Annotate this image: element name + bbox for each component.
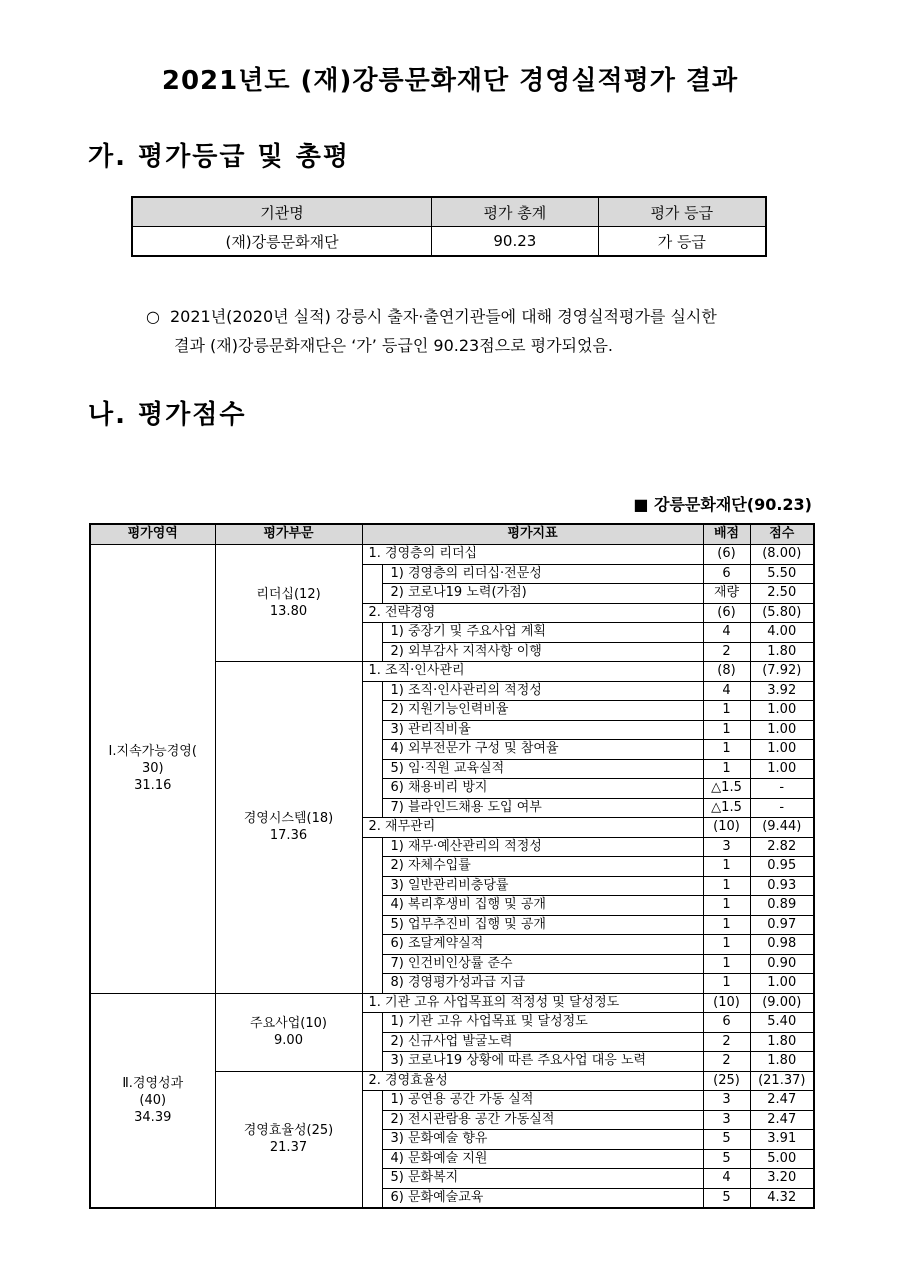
indent-cell	[362, 974, 382, 994]
area-cell	[90, 993, 215, 1208]
indent-cell	[362, 720, 382, 740]
indent-cell	[362, 896, 382, 916]
indent-cell	[362, 1091, 382, 1111]
score-cell: 1.00	[750, 701, 814, 721]
indicator-item: 2) 자체수입률	[382, 857, 703, 877]
area-name: Ⅰ.지속가능경영(	[108, 744, 197, 760]
grade-value: 가 등급	[598, 227, 766, 257]
score-table-body	[90, 545, 814, 1209]
indicator-category: 1. 조직·인사관리	[362, 662, 703, 682]
indicator-item: 5) 임·직원 교육실적	[382, 759, 703, 779]
score-cell: 0.98	[750, 935, 814, 955]
indicator-item: 4) 복리후생비 집행 및 공개	[382, 896, 703, 916]
header-total: 평가 총계	[432, 197, 599, 227]
weight-cell: 2	[703, 1052, 750, 1072]
header-sector: 평가부문	[215, 524, 362, 545]
area-score: 31.16	[134, 778, 172, 794]
sector-score: 21.37	[269, 1140, 308, 1156]
score-cell: 1.80	[750, 642, 814, 662]
indicator-item: 3) 코로나19 상황에 따른 주요사업 대응 노력	[382, 1052, 703, 1072]
indicator-category: 1. 기관 고유 사업목표의 적정성 및 달성정도	[362, 993, 703, 1013]
indent-cell	[362, 935, 382, 955]
header-org: 기관명	[132, 197, 432, 227]
score-cell: 4.00	[750, 623, 814, 643]
indicator-item: 4) 외부전문가 구성 및 참여율	[382, 740, 703, 760]
indent-cell	[362, 954, 382, 974]
indent-cell	[362, 564, 382, 584]
weight-cell: △1.5	[703, 798, 750, 818]
weight-cell: 1	[703, 954, 750, 974]
weight-cell: 4	[703, 1169, 750, 1189]
indent-cell	[362, 1188, 382, 1208]
indicator-item: 3) 일반관리비충당률	[382, 876, 703, 896]
weight-cell: 5	[703, 1149, 750, 1169]
weight-cell: 1	[703, 876, 750, 896]
weight-cell: 1	[703, 935, 750, 955]
sector-score: 13.80	[269, 604, 308, 619]
indent-cell	[362, 1169, 382, 1189]
header-score: 점수	[750, 524, 814, 545]
indicator-item: 2) 외부감사 지적사항 이행	[382, 642, 703, 662]
indicator-item: 2) 지원기능인력비율	[382, 701, 703, 721]
indicator-item: 2) 전시관람용 공간 가동실적	[382, 1110, 703, 1130]
weight-cell: (6)	[703, 545, 750, 565]
indicator-item: 5) 문화복지	[382, 1169, 703, 1189]
weight-cell: 1	[703, 857, 750, 877]
header-grade: 평가 등급	[598, 197, 766, 227]
indicator-item: 7) 인건비인상률 준수	[382, 954, 703, 974]
summary-line-2: 결과 (재)강릉문화재단은 ‘가’ 등급인 90.23점으로 평가되었음.	[174, 336, 614, 355]
indicator-item: 2) 신규사업 발굴노력	[382, 1032, 703, 1052]
score-table-header	[90, 524, 814, 545]
area-cell	[90, 545, 215, 994]
area-score: 34.39	[134, 1109, 172, 1125]
sector-name: 주요사업(10)	[250, 1016, 327, 1031]
bullet-circle: ○	[146, 307, 160, 326]
weight-cell: 5	[703, 1130, 750, 1150]
weight-cell: 1	[703, 915, 750, 935]
indicator-item: 1) 중장기 및 주요사업 계획	[382, 623, 703, 643]
area-name: Ⅱ.경영성과	[122, 1075, 184, 1091]
indent-cell	[362, 1052, 382, 1072]
indicator-item: 6) 조달계약실적	[382, 935, 703, 955]
indent-cell	[362, 876, 382, 896]
score-cell: 1.00	[750, 720, 814, 740]
score-cell: 0.90	[750, 954, 814, 974]
score-cell: 1.80	[750, 1052, 814, 1072]
indicator-item: 4) 문화예술 지원	[382, 1149, 703, 1169]
weight-cell: 6	[703, 564, 750, 584]
score-cell: 2.47	[750, 1091, 814, 1111]
page-title: 2021년도 (재)강릉문화재단 경영실적평가 결과	[161, 66, 739, 96]
section-heading-grade: 가. 평가등급 및 총평	[88, 142, 350, 172]
score-cell: -	[750, 798, 814, 818]
indicator-item: 1) 재무·예산관리의 적정성	[382, 837, 703, 857]
sector-name: 리더십(12)	[256, 587, 321, 602]
score-cell: 3.92	[750, 681, 814, 701]
weight-cell: 3	[703, 837, 750, 857]
indicator-item: 6) 채용비리 방지	[382, 779, 703, 799]
score-cell: (5.80)	[750, 603, 814, 623]
score-cell: -	[750, 779, 814, 799]
weight-cell: (8)	[703, 662, 750, 682]
indicator-item: 3) 문화예술 향유	[382, 1130, 703, 1150]
sector-cell	[215, 1071, 362, 1208]
table-row	[90, 545, 814, 565]
area-name2: (40)	[139, 1092, 167, 1108]
indent-cell	[362, 1110, 382, 1130]
weight-cell: 1	[703, 759, 750, 779]
score-cell: 5.40	[750, 1013, 814, 1033]
weight-cell: 2	[703, 642, 750, 662]
weight-cell: 1	[703, 974, 750, 994]
indicator-item: 2) 코로나19 노력(가점)	[382, 584, 703, 604]
indent-cell	[362, 740, 382, 760]
score-cell: 5.50	[750, 564, 814, 584]
score-cell: 1.00	[750, 759, 814, 779]
indent-cell	[362, 1013, 382, 1033]
indent-cell	[362, 857, 382, 877]
grade-table-row	[132, 227, 766, 257]
section-heading-score: 나. 평가점수	[88, 400, 247, 430]
summary-paragraph	[146, 302, 826, 360]
score-cell: 0.97	[750, 915, 814, 935]
score-cell: 1.00	[750, 974, 814, 994]
weight-cell: 3	[703, 1110, 750, 1130]
indent-cell	[362, 915, 382, 935]
weight-cell: (10)	[703, 993, 750, 1013]
header-indicator: 평가지표	[362, 524, 703, 545]
indent-cell	[362, 1130, 382, 1150]
sector-cell	[215, 993, 362, 1071]
score-cell: 4.32	[750, 1188, 814, 1208]
indicator-item: 1) 조직·인사관리의 적정성	[382, 681, 703, 701]
indicator-category: 1. 경영층의 리더십	[362, 545, 703, 565]
score-cell: 0.93	[750, 876, 814, 896]
indicator-category: 2. 경영효율성	[362, 1071, 703, 1091]
indicator-item: 3) 관리직비율	[382, 720, 703, 740]
indent-cell	[362, 681, 382, 701]
sector-cell	[215, 545, 362, 662]
score-cell: (9.00)	[750, 993, 814, 1013]
total-score: 90.23	[432, 227, 599, 257]
weight-cell: 재량	[703, 584, 750, 604]
indent-cell	[362, 701, 382, 721]
indicator-item: 8) 경영평가성과급 지급	[382, 974, 703, 994]
indent-cell	[362, 623, 382, 643]
summary-line-1: 2021년(2020년 실적) 강릉시 출자·출연기관들에 대해 경영실적평가를 실시한	[170, 307, 717, 326]
indicator-item: 1) 기관 고유 사업목표 및 달성정도	[382, 1013, 703, 1033]
indent-cell	[362, 1032, 382, 1052]
header-area: 평가영역	[90, 524, 215, 545]
score-cell: 3.20	[750, 1169, 814, 1189]
indicator-item: 6) 문화예술교육	[382, 1188, 703, 1208]
score-cell: 2.47	[750, 1110, 814, 1130]
indent-cell	[362, 642, 382, 662]
grade-table-header	[132, 197, 766, 227]
score-cell: (21.37)	[750, 1071, 814, 1091]
indicator-item: 7) 블라인드채용 도입 여부	[382, 798, 703, 818]
sector-score: 9.00	[274, 1033, 303, 1048]
sector-name: 경영효율성(25)	[243, 1123, 334, 1139]
weight-cell: 3	[703, 1091, 750, 1111]
weight-cell: 1	[703, 740, 750, 760]
indicator-category: 2. 전략경영	[362, 603, 703, 623]
score-cell: 0.89	[750, 896, 814, 916]
header-weight: 배점	[703, 524, 750, 545]
indicator-item: 1) 경영층의 리더십·전문성	[382, 564, 703, 584]
area-name2: 30)	[141, 761, 164, 777]
score-table	[89, 523, 815, 1209]
indent-cell	[362, 584, 382, 604]
score-cell: (9.44)	[750, 818, 814, 838]
weight-cell: 2	[703, 1032, 750, 1052]
weight-cell: 6	[703, 1013, 750, 1033]
weight-cell: 1	[703, 896, 750, 916]
weight-cell: 4	[703, 623, 750, 643]
org-score-label: ■ 강릉문화재단(90.23)	[633, 495, 812, 514]
indent-cell	[362, 837, 382, 857]
weight-cell: 1	[703, 720, 750, 740]
indent-cell	[362, 798, 382, 818]
grade-table	[131, 196, 767, 257]
score-cell: 3.91	[750, 1130, 814, 1150]
score-cell: (7.92)	[750, 662, 814, 682]
weight-cell: (6)	[703, 603, 750, 623]
score-cell: 0.95	[750, 857, 814, 877]
indent-cell	[362, 759, 382, 779]
score-cell: (8.00)	[750, 545, 814, 565]
table-row	[90, 993, 814, 1013]
sector-name: 경영시스템(18)	[243, 811, 334, 827]
org-name: (재)강릉문화재단	[132, 227, 432, 257]
score-cell: 2.50	[750, 584, 814, 604]
score-cell: 1.00	[750, 740, 814, 760]
sector-score: 17.36	[269, 828, 308, 844]
weight-cell: (10)	[703, 818, 750, 838]
weight-cell: △1.5	[703, 779, 750, 799]
indent-cell	[362, 1149, 382, 1169]
score-cell: 5.00	[750, 1149, 814, 1169]
weight-cell: 5	[703, 1188, 750, 1208]
indent-cell	[362, 779, 382, 799]
score-cell: 1.80	[750, 1032, 814, 1052]
weight-cell: 1	[703, 701, 750, 721]
indicator-item: 5) 업무추진비 집행 및 공개	[382, 915, 703, 935]
weight-cell: (25)	[703, 1071, 750, 1091]
sector-cell	[215, 662, 362, 994]
indicator-item: 1) 공연용 공간 가동 실적	[382, 1091, 703, 1111]
weight-cell: 4	[703, 681, 750, 701]
indicator-category: 2. 재무관리	[362, 818, 703, 838]
score-cell: 2.82	[750, 837, 814, 857]
